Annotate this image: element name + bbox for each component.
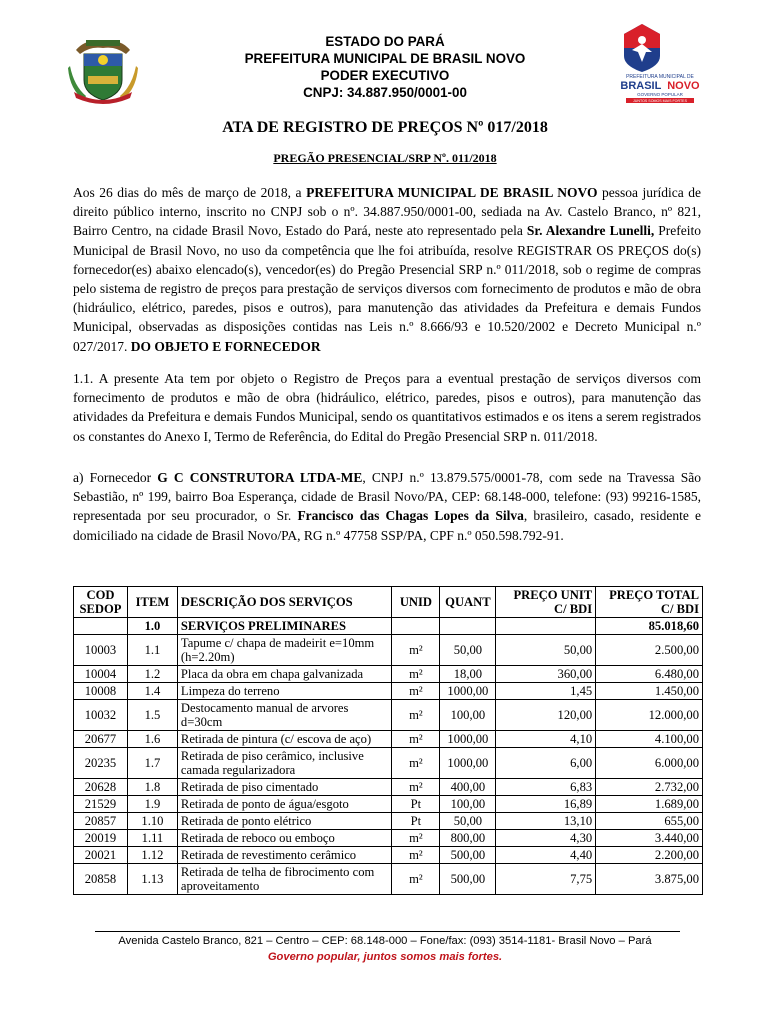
cell-total: 3.440,00: [596, 830, 703, 847]
cell-item: 1.11: [127, 830, 177, 847]
cell-cod: 10003: [74, 635, 128, 666]
cell-desc: Retirada de reboco ou emboço: [177, 830, 392, 847]
col-cod: COD SEDOP: [74, 587, 128, 618]
cell-cod: 20021: [74, 847, 128, 864]
cell-quant: 100,00: [440, 700, 496, 731]
cell-cod: 21529: [74, 796, 128, 813]
cell-unit: 4,40: [496, 847, 596, 864]
cell-unid: Pt: [392, 813, 440, 830]
cell-unit: 4,30: [496, 830, 596, 847]
letterhead: [180, 33, 590, 101]
cell-unit: 13,10: [496, 813, 596, 830]
col-unit-price: PREÇO UNIT C/ BDI: [496, 587, 596, 618]
entity-name: PREFEITURA MUNICIPAL DE BRASIL NOVO: [306, 185, 598, 200]
footer-slogan: Governo popular, juntos somos mais fortes.: [267, 951, 503, 963]
cell-quant: 18,00: [440, 666, 496, 683]
brasil-novo-logo: [612, 22, 708, 104]
cell-total: 6.000,00: [596, 748, 703, 779]
cell-unid: m²: [392, 830, 440, 847]
cell-unit: 7,75: [496, 864, 596, 895]
cell-total: 2.200,00: [596, 847, 703, 864]
cell-quant: 1000,00: [440, 748, 496, 779]
cell-cod: 20019: [74, 830, 128, 847]
cell-item: 1.1: [127, 635, 177, 666]
cell-item: 1.13: [127, 864, 177, 895]
logo-tagline: GOVERNO POPULAR: [637, 92, 683, 97]
section-desc: SERVIÇOS PRELIMINARES: [177, 618, 392, 635]
cell-cod: 20857: [74, 813, 128, 830]
footer-address: Avenida Castelo Branco, 821 – Centro – CEP: 68.148-000 – Fone/fax: (093) 3514-1181- Brasil Novo – Pará: [118, 935, 652, 947]
cell-unit: 50,00: [496, 635, 596, 666]
col-quant: QUANT: [440, 587, 496, 618]
cell-total: 1.450,00: [596, 683, 703, 700]
document-title: ATA DE REGISTRO DE PREÇOS Nº 017/2018: [222, 119, 548, 136]
cell-cod: 20628: [74, 779, 128, 796]
header-power: PODER EXECUTIVO: [320, 68, 450, 83]
cell-unid: m²: [392, 700, 440, 731]
cell-desc: Retirada de telha de fibrocimento com aproveitamento: [177, 864, 392, 895]
table-row: [74, 779, 703, 796]
cell-desc: Retirada de ponto elétrico: [177, 813, 392, 830]
table-row: [74, 830, 703, 847]
cell-unid: m²: [392, 847, 440, 864]
table-row: [74, 731, 703, 748]
cell-unit: 120,00: [496, 700, 596, 731]
cell-unit: 6,00: [496, 748, 596, 779]
cell-quant: 400,00: [440, 779, 496, 796]
cell-unid: m²: [392, 683, 440, 700]
cell-desc: Limpeza do terreno: [177, 683, 392, 700]
section-total: 85.018,60: [596, 618, 703, 635]
header-state: ESTADO DO PARÁ: [325, 34, 445, 49]
cell-quant: 1000,00: [440, 731, 496, 748]
cell-unid: m²: [392, 748, 440, 779]
cell-total: 1.689,00: [596, 796, 703, 813]
cell-item: 1.6: [127, 731, 177, 748]
cell-item: 1.2: [127, 666, 177, 683]
header-prefecture: PREFEITURA MUNICIPAL DE BRASIL NOVO: [244, 51, 526, 66]
cell-total: 655,00: [596, 813, 703, 830]
col-desc: DESCRIÇÃO DOS SERVIÇOS: [177, 587, 392, 618]
cell-item: 1.5: [127, 700, 177, 731]
table-row: [74, 635, 703, 666]
cell-desc: Retirada de pintura (c/ escova de aço): [177, 731, 392, 748]
table-row: [74, 700, 703, 731]
cell-unit: 4,10: [496, 731, 596, 748]
cell-desc: Tapume c/ chapa de madeirit e=10mm (h=2.20m): [177, 635, 392, 666]
cell-unit: 360,00: [496, 666, 596, 683]
svg-text:BRASIL NOVO: [620, 80, 700, 92]
logo-brand-b: NOVO: [667, 80, 700, 92]
logo-ribbon: JUNTOS SOMOS MAIS FORTES: [633, 99, 687, 103]
col-unid: UNID: [392, 587, 440, 618]
cell-total: 2.732,00: [596, 779, 703, 796]
municipal-crest-icon: [66, 36, 140, 104]
cell-desc: Destocamento manual de arvores d=30cm: [177, 700, 392, 731]
representative-name: Francisco das Chagas Lopes da Silva: [297, 508, 524, 524]
cell-quant: 1000,00: [440, 683, 496, 700]
footer-divider: [95, 931, 680, 932]
cell-desc: Retirada de ponto de água/esgoto: [177, 796, 392, 813]
cell-quant: 500,00: [440, 864, 496, 895]
cell-cod: 20858: [74, 864, 128, 895]
header-cnpj: CNPJ: 34.887.950/0001-00: [303, 85, 467, 100]
cell-unid: m²: [392, 666, 440, 683]
section-row: [74, 618, 703, 635]
cell-item: 1.8: [127, 779, 177, 796]
table-row: [74, 683, 703, 700]
cell-unid: m²: [392, 731, 440, 748]
cell-total: 4.100,00: [596, 731, 703, 748]
cell-cod: 20235: [74, 748, 128, 779]
cell-quant: 50,00: [440, 635, 496, 666]
object-paragraph: 1.1. A presente Ata tem por objeto o Registro de Preços para a eventual prestação de serviços diversos com fornecimento de produtos e mão de obra (hidráulico, elétrico, paredes, pisos e outros), para manutenção das atividades da Prefeitura e demais Fundos Municipal, sendo os quantitativos estimados e os itens a serem registrados os constantes do Anexo I, Termo de Referência, do Edital do Pregão Presencial SRP n. 011/2018.: [73, 371, 701, 444]
table-row: [74, 748, 703, 779]
logo-brand-a: BRASIL: [620, 80, 662, 92]
cell-quant: 800,00: [440, 830, 496, 847]
table-row: [74, 796, 703, 813]
table-row: [74, 847, 703, 864]
cell-cod: 10004: [74, 666, 128, 683]
cell-desc: Retirada de piso cimentado: [177, 779, 392, 796]
cell-unid: Pt: [392, 796, 440, 813]
supplier-name: G C CONSTRUTORA LTDA-ME: [157, 470, 363, 485]
cell-total: 12.000,00: [596, 700, 703, 731]
cell-item: 1.4: [127, 683, 177, 700]
section-item: 1.0: [127, 618, 177, 635]
supplier-paragraph: a) Fornecedor G C CONSTRUTORA LTDA-ME, CNPJ n.º 13.879.575/0001-78, com sede na Travessa São Sebastião, nº 199, bairro Boa Esperança, cidade de Brasil Novo/PA, CEP: 68.148-000, telefone: (93) 99216-1585, representada por seu procurador, o Sr. Francisco das Chagas Lopes da Silva, brasileiro, casado, residente e domiciliado na cidade de Brasil Novo/PA, RG n.º 47758 SSP/PA, CPF n.º 050.598.792-91.: [73, 470, 701, 543]
cell-total: 2.500,00: [596, 635, 703, 666]
cell-quant: 100,00: [440, 796, 496, 813]
table-row: [74, 666, 703, 683]
cell-unid: m²: [392, 864, 440, 895]
section-heading: DO OBJETO E FORNECEDOR: [130, 338, 321, 354]
cell-cod: 20677: [74, 731, 128, 748]
opening-paragraph: Aos 26 dias do mês de março de 2018, a PREFEITURA MUNICIPAL DE BRASIL NOVO pessoa jurídica de direito público interno, inscrito no CNPJ sob o nº. 34.887.950/0001-00, sediada na Av. Castelo Branco, nº 821, Bairro Centro, na cidade Brasil Novo, Estado do Pará, neste ato representado pela Sr. Alexandre Lunelli, Prefeito Municipal de Brasil Novo, no uso da competência que lhe foi atribuída, resolve REGISTRAR OS PREÇOS do(s) fornecedor(es) abaixo elencado(s), vencedor(es) do Pregão Presencial SRP n.º 011/2018, sob o regime de compras pelo sistema de registro de preços para prestação de serviços diversos com fornecimento de produtos e mão de obra (hidráulico, elétrico, paredes, pisos e outros), para manutenção das atividades da Prefeitura e demais Fundos Municipal, observadas as disposições contidas nas Leis n.º 8.666/93 e 10.520/2002 e Decreto Municipal n.º 027/2017. DO OBJETO E FORNECEDOR: [73, 185, 701, 354]
cell-cod: 10008: [74, 683, 128, 700]
cell-unid: m²: [392, 779, 440, 796]
cell-unit: 6,83: [496, 779, 596, 796]
cell-item: 1.12: [127, 847, 177, 864]
cell-desc: Placa da obra em chapa galvanizada: [177, 666, 392, 683]
cell-quant: 500,00: [440, 847, 496, 864]
mayor-name: Sr. Alexandre Lunelli,: [526, 223, 655, 239]
cell-unit: 16,89: [496, 796, 596, 813]
document-subtitle: PREGÃO PRESENCIAL/SRP Nº. 011/2018: [273, 151, 497, 165]
table-header-row: [74, 587, 703, 618]
cell-total: 6.480,00: [596, 666, 703, 683]
services-table: [73, 586, 703, 895]
cell-quant: 50,00: [440, 813, 496, 830]
cell-desc: Retirada de revestimento cerâmico: [177, 847, 392, 864]
cell-desc: Retirada de piso cerâmico, inclusive camada regularizadora: [177, 748, 392, 779]
cell-unid: m²: [392, 635, 440, 666]
cell-total: 3.875,00: [596, 864, 703, 895]
table-row: [74, 864, 703, 895]
logo-top-text: PREFEITURA MUNICIPAL DE: [626, 74, 694, 80]
cell-item: 1.10: [127, 813, 177, 830]
table-row: [74, 813, 703, 830]
cell-item: 1.7: [127, 748, 177, 779]
cell-unit: 1,45: [496, 683, 596, 700]
cell-item: 1.9: [127, 796, 177, 813]
col-total-price: PREÇO TOTAL C/ BDI: [596, 587, 703, 618]
cell-cod: 10032: [74, 700, 128, 731]
col-item: ITEM: [127, 587, 177, 618]
